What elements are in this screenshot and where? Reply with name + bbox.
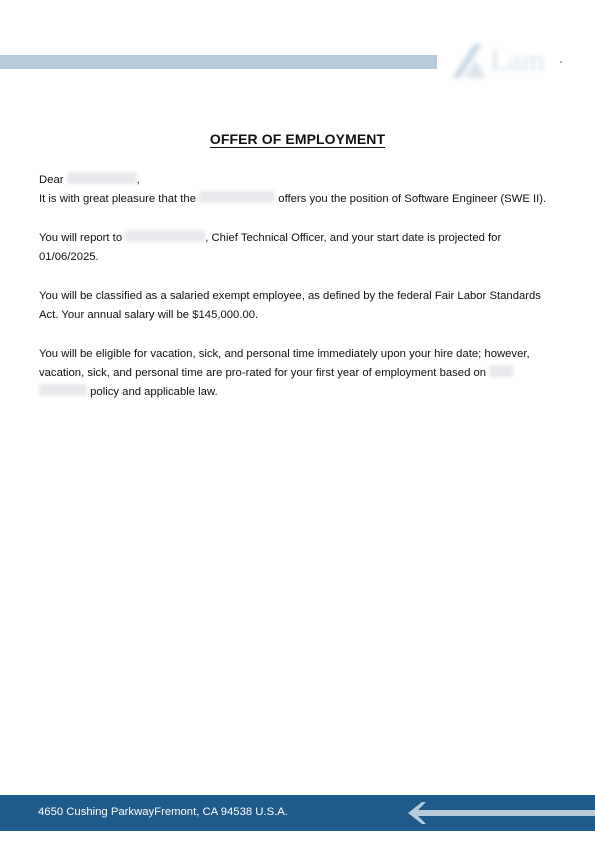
- header-band: [0, 55, 437, 69]
- paragraph-report-text-a: You will report to: [39, 231, 123, 244]
- paragraph-classification: You will be classified as a salaried exempt employee, as defined by the federal Fair Labor Standards Act. Your annual salary will be $145,000.00.: [39, 289, 541, 322]
- paragraph-report: [39, 229, 559, 268]
- paragraph-position-text-b: offers you the position of Software Engineer (SWE II).: [278, 193, 547, 206]
- paragraph-report-text-b: , Chief Technical Officer, and your start date is projected for 01/06/2025.: [39, 231, 502, 264]
- paragraph-time-off: [39, 345, 559, 403]
- company-logo: [448, 40, 552, 82]
- logo-wordmark: Lam: [490, 44, 545, 77]
- paragraph-position-text-a: It is with great pleasure that the: [39, 193, 196, 206]
- redacted-recipient-name: [67, 172, 137, 184]
- redacted-manager-name: [125, 230, 205, 242]
- greeting-line: [39, 171, 559, 190]
- greeting-prefix: Dear: [39, 174, 64, 186]
- paragraph-time-off-text-b: policy and applicable law.: [90, 386, 218, 399]
- paragraph-position: [39, 190, 559, 209]
- paragraph-time-off-text-a: You will be eligible for vacation, sick, and personal time immediately upon your hire date; however, vacation, sick, and personal time are pro-rated for your first year of employment based on: [39, 347, 530, 379]
- arrow-left-icon: [408, 801, 595, 825]
- greeting-suffix: ,: [136, 174, 140, 186]
- page-title: [0, 131, 595, 147]
- footer-address: 4650 Cushing ParkwayFremont, CA 94538 U.S.A.: [38, 806, 288, 818]
- footer-band: [0, 795, 595, 831]
- logo-mark-icon: [452, 42, 492, 78]
- redacted-company-name: [199, 191, 275, 203]
- letter-body: [39, 171, 559, 422]
- redacted-company-name-2b: [39, 384, 87, 396]
- redacted-company-name-2a: [489, 365, 513, 377]
- page-title-text: OFFER OF EMPLOYMENT: [209, 131, 386, 147]
- header-dot: [560, 61, 562, 63]
